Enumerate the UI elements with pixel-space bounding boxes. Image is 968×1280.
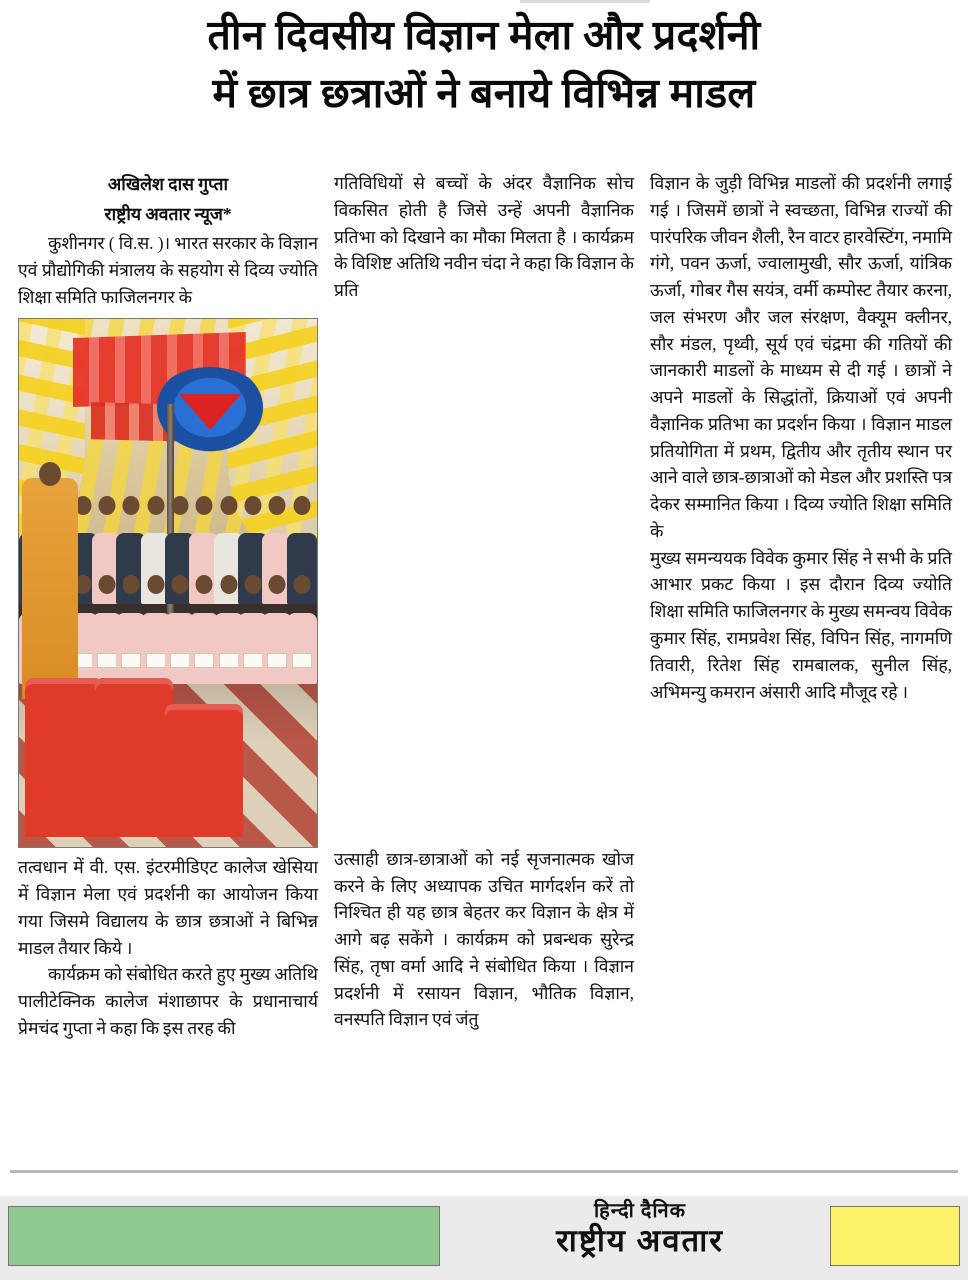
middle-paragraph-1: गतिविधियों से बच्चों के अंदर वैज्ञानिक सोच विकसित होती है जिसे उन्हें अपनी वैज्ञानिक प्रतिभा को दिखाने का मौका मिलता है । कार्यक्रम के विशिष्ट अतिथि नवीन चंदा ने कहा कि विज्ञान के प्रति	[334, 173, 634, 301]
person-head	[293, 496, 310, 515]
person	[145, 573, 167, 683]
person-head	[99, 575, 116, 594]
right-paragraph-1: विज्ञान के जुड़ी विभिन्न माडलों की प्रदर्शनी लगाई गई । जिसमें छात्रों ने स्वच्छता, विभिन्न राज्यों की पारंपरिक जीवन शैली, रैन वाटर हारवेस्टिंग, नमामि गंगे, पवन ऊर्जा, ज्वालामुखी, सौर ऊर्जा, यांत्रिक ऊर्जा, गोबर गैस सयंत्र, वर्मी कम्पोस्ट तैयार करना, जल संभरण और जल संरक्षण, वैक्यूम क्लीनर, सौर मंडल, पृथ्वी, सूर्य एवं चंद्रमा की गतियों की जानकारी माडलों के माध्यम से दी गई । छात्रों ने अपने माडलों के सिद्धांतों, क्रियाओं एवं अपनी वैज्ञानिक प्रतिभा का प्रदर्शन किया । विज्ञान माडल प्रतियोगिता में प्रथम, द्वितीय और तृतीय स्थान पर आने वाले छात्र-छात्राओं को मेडल और प्रशस्ति पत्र देकर सम्मानित किया । दिव्य ज्योति शिक्षा समिति के	[650, 173, 952, 541]
headline-line-1: तीन दिवसीय विज्ञान मेला और प्रदर्शनी	[207, 12, 761, 58]
column-left	[18, 170, 318, 1170]
masthead-title: राष्ट्रीय अवतार	[556, 1223, 724, 1258]
byline-outlet: राष्ट्रीय अवतार न्यूज*	[104, 204, 232, 224]
page-top-rule	[0, 0, 968, 6]
certificate	[194, 653, 214, 668]
footer-ad-yellow	[830, 1206, 960, 1266]
person-head	[220, 496, 237, 515]
certificate	[219, 653, 239, 668]
person	[266, 573, 288, 683]
person-head	[196, 575, 213, 594]
person-head	[196, 496, 213, 515]
certificate	[146, 653, 166, 668]
red-chairs	[25, 678, 120, 836]
left-paragraph-3: कार्यक्रम को संबोधित करते हुए मुख्य अतिथि पालीटेक्निक कालेज मंशाछापर के प्रधानाचार्य प्रेमचंद गुप्ता ने कहा कि इस तरह की	[18, 964, 318, 1038]
person-head	[123, 496, 140, 515]
footer-ad-green	[8, 1206, 440, 1266]
person-head	[269, 575, 286, 594]
masthead-kicker: हिन्दी दैनिक	[593, 1200, 687, 1222]
person-head	[147, 496, 164, 515]
certificate	[292, 653, 312, 668]
person-head	[172, 575, 189, 594]
person	[193, 573, 215, 683]
person-head	[220, 575, 237, 594]
article-body	[18, 170, 952, 1170]
person	[96, 573, 118, 683]
chair	[165, 704, 243, 837]
certificate	[170, 653, 190, 668]
person-head	[172, 496, 189, 515]
group-photo	[18, 318, 318, 848]
left-paragraph-2: तत्वधान में वी. एस. इंटरमीडिएट कालेज खेसिया में विज्ञान मेला एवं प्रदर्शनी का आयोजन किया गया जिसमे विद्यालय के छात्र छत्राओं ने बिभिन्न माडल तैयार किये ।	[18, 857, 318, 958]
headline-line-2: में छात्र छत्राओं ने बनाये विभिन्न माडल	[212, 70, 756, 117]
footer-divider	[10, 1170, 958, 1173]
person	[218, 573, 240, 683]
certificate	[121, 653, 141, 668]
person-torso	[287, 613, 317, 684]
person-head	[123, 575, 140, 594]
byline-reporter: अखिलेश दास गुप्ता	[107, 174, 229, 194]
standing-guest	[22, 478, 78, 700]
masthead	[460, 1200, 820, 1259]
person	[291, 573, 313, 683]
certificate	[97, 653, 117, 668]
column-right	[650, 170, 952, 1170]
middle-paragraph-2: उत्साही छात्र-छात्राओं को नई सृजनात्मक खोज करने के लिए अध्यापक उचित मार्गदर्शन करें तो निश्चित ही यह छात्र बेहतर कर विज्ञान के क्षेत्र में आगे बढ़ सकेंगे । कार्यक्रम को प्रबन्धक सुरेन्द्र सिंह, तृषा वर्मा आदि ने संबोधित किया । विज्ञान प्रदर्शनी में रसायन विज्ञान, भौतिक विज्ञान, वनस्पति विज्ञान एवं जंतु	[334, 848, 634, 1030]
chair	[95, 678, 173, 836]
person-head	[245, 496, 262, 515]
column-middle	[334, 170, 634, 1170]
person	[242, 573, 264, 683]
chair	[25, 678, 103, 836]
certificate	[243, 653, 263, 668]
person	[120, 573, 142, 683]
person-head	[293, 575, 310, 594]
page-footer	[0, 1170, 968, 1280]
person	[169, 573, 191, 683]
photo-gutter-spacer	[334, 304, 634, 846]
right-paragraph-2: मुख्य समन्ययक विवेक कुमार सिंह ने सभी के प्रति आभार प्रकट किया । इस दौरान दिव्य ज्योति शिक्षा समिति फाजिलनगर के मुख्य समन्वय विवेक कुमार सिंह, रामप्रवेश सिंह, विपिन सिंह, नागमणि तिवारी, रितेश सिंह रामबालक, सुनील सिंह, अभिमन्यु कमरान अंसारी आदि मौजूद रहे ।	[650, 547, 952, 702]
person-head	[147, 575, 164, 594]
photo-container	[18, 318, 318, 848]
left-paragraph-1: कुशीनगर ( वि.स. )। भारत सरकार के विज्ञान एवं प्रौद्योगिकी मंत्रालय के सहयोग से दिव्य ज्योति शिक्षा समिति फाजिलनगर के	[18, 233, 318, 307]
person-head	[99, 496, 116, 515]
headline	[0, 0, 968, 122]
column-container	[18, 170, 952, 1170]
certificate	[267, 653, 287, 668]
person-head	[245, 575, 262, 594]
person-head	[269, 496, 286, 515]
